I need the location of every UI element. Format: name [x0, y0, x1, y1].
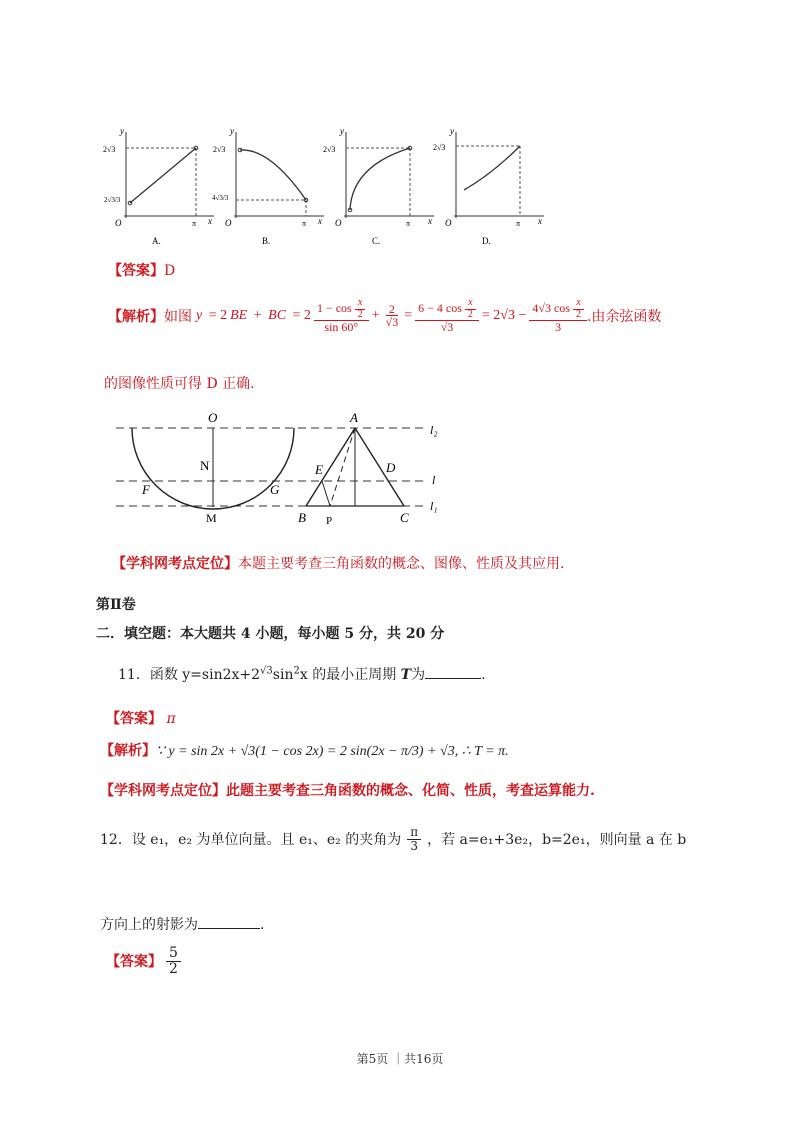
label-l1: l₁ [430, 499, 438, 513]
q11-answer-value: π [166, 711, 176, 727]
q11-analysis-text: ∵ y = sin 2x + √3(1 − cos 2x) = 2 sin(2x − π/3) + √3, ∴ T = π. [156, 744, 509, 759]
q11-sqrt3: √3 [260, 665, 273, 677]
graph-a-ytop: 2√3 [103, 145, 116, 154]
option-graphs [100, 118, 560, 248]
label-f: F [142, 482, 150, 497]
q12-number: 12． [100, 832, 132, 849]
graph-c-xlabel: x [428, 216, 432, 226]
q12-angle: $\frac{\pi}{3}$ [407, 826, 421, 852]
q12-answer-tag: 【答案】 [106, 954, 162, 971]
q11-answer [106, 708, 176, 728]
q10-keypoint-tag: 【学科网考点定位】 [112, 556, 238, 572]
page-footer: 第5页 ｜共16页 [356, 1052, 444, 1066]
q10-answer-tag: 【答案】 [108, 263, 164, 279]
q11-question: 11．函数 $y=\sin 2x+2^{√3}\sin^2x$ 的最小正周期 T为 . [118, 665, 486, 683]
graph-a-ybottom: 2√3/3 [104, 196, 121, 204]
segment-ab [306, 428, 355, 506]
label-d: D [386, 460, 396, 475]
graph-b-xpi: π [302, 219, 307, 228]
q12-line2 [100, 914, 264, 934]
q12-text-b: ，若 a=e₁+3e₂，b=2e₁，则向量 a 在 b [427, 832, 687, 849]
graph-d-ylabel: y [450, 126, 454, 136]
q11-answer-tag: 【答案】 [106, 711, 162, 727]
graph-c-ylabel: y [340, 126, 344, 136]
q12-answer-value: $\frac{5}{2}$ [166, 946, 181, 976]
q11-text-d: 为 [411, 667, 426, 683]
label-m: M [206, 511, 217, 525]
q11-number: 11． [118, 667, 150, 683]
q10-analysis-tail: .由余弦函数 [586, 308, 662, 325]
graph-b-ylabel: y [230, 126, 234, 136]
graph-d-caption: D. [482, 236, 491, 246]
label-e: E [315, 462, 323, 477]
q11-end: . [481, 667, 486, 683]
q10-answer-value: D [164, 263, 176, 279]
graph-b-curve [240, 150, 306, 200]
q11-text-b: sin [272, 667, 294, 683]
graph-d-xlabel: x [538, 216, 542, 226]
label-g: G [270, 482, 280, 497]
q12-text-a: 设 e₁，e₂ 为单位向量。且 e₁、e₂ 的夹角为 [131, 832, 402, 849]
graph-d [433, 126, 544, 246]
q11-analysis-tag: 【解析】 [100, 743, 156, 759]
q11-t: T [400, 667, 412, 683]
q11-keypoint [100, 780, 595, 800]
label-n: N [200, 458, 210, 473]
label-o: O [208, 410, 218, 425]
q11-text-a: 函数 y=sin2x+2 [149, 667, 261, 683]
graph-d-curve [464, 146, 520, 190]
label-l2: l₂ [430, 423, 438, 437]
graph-a-caption: A. [152, 236, 161, 246]
q11-text-c: x 的最小正周期 [299, 667, 397, 683]
q12-blank[interactable] [198, 928, 260, 929]
q12-question [100, 826, 686, 852]
graph-c-curve [350, 148, 410, 210]
q11-blank[interactable] [425, 678, 481, 679]
q10-analysis-line2: 的图像性质可得 D 正确. [104, 376, 255, 392]
graph-c-xpi: π [406, 219, 411, 228]
q10-answer [108, 260, 175, 280]
graph-a-curve [130, 148, 196, 203]
graph-b [212, 126, 324, 246]
q12-end: . [260, 917, 265, 933]
label-l: l [432, 473, 436, 487]
q11-analysis [100, 740, 509, 760]
segment-ac [355, 428, 404, 506]
graph-b-caption: B. [262, 236, 271, 246]
graph-c-origin: O [335, 218, 342, 228]
label-a: A [350, 410, 358, 425]
q12-answer [106, 946, 181, 976]
q11-keypoint-text: 此题主要考查三角函数的概念、化简、性质，考查运算能力. [226, 783, 595, 799]
graph-c-ytop: 2√3 [323, 145, 336, 154]
graph-d-ytop: 2√3 [433, 143, 446, 152]
section-heading: 二．填空题：本大题共 4 小题，每小题 5 分，共 20 分 [96, 626, 445, 642]
label-b: B [298, 510, 306, 525]
graph-c-caption: C. [372, 236, 381, 246]
q12-line2-text: 方向上的射影为 [100, 917, 198, 933]
label-c: C [400, 510, 409, 525]
graph-a-xpi: π [192, 219, 197, 228]
geometry-diagram [110, 406, 450, 530]
graph-b-xlabel: x [318, 216, 322, 226]
q11-keypoint-tag: 【学科网考点定位】 [100, 783, 226, 799]
q10-keypoint-text: 本题主要考查三角函数的概念、图像、性质及其应用. [238, 556, 565, 572]
q10-formula: y = 2 BE + BC = 2 1 − cos $\frac{x}{2}$ sin 60° + $\frac{2}{√3}$ = 6 − 4 cos $\frac{x}{2}$ √3 = 2√3 − 4√3 cos $\frac{x}{2}$ 3 [196, 298, 587, 334]
q10-analysis-intro: 如图 [164, 308, 192, 325]
graph-a-ylabel: y [120, 126, 124, 136]
graph-b-origin: O [225, 218, 232, 228]
graph-a-origin: O [115, 218, 122, 228]
graph-b-ytop: 2√3 [213, 145, 226, 154]
graph-b-ybottom: 4√3/3 [212, 194, 229, 202]
q10-keypoint [112, 553, 564, 573]
q10-analysis [108, 298, 661, 334]
section-title: 第Ⅱ卷 [96, 597, 136, 613]
graph-d-origin: O [445, 218, 452, 228]
graph-a [103, 126, 214, 246]
graph-d-xpi: π [516, 219, 521, 228]
graph-a-xlabel: x [208, 216, 212, 226]
graph-c [323, 126, 434, 246]
q10-analysis-tag: 【解析】 [108, 308, 164, 325]
segment-ap [330, 428, 355, 506]
label-p: P [326, 515, 333, 527]
